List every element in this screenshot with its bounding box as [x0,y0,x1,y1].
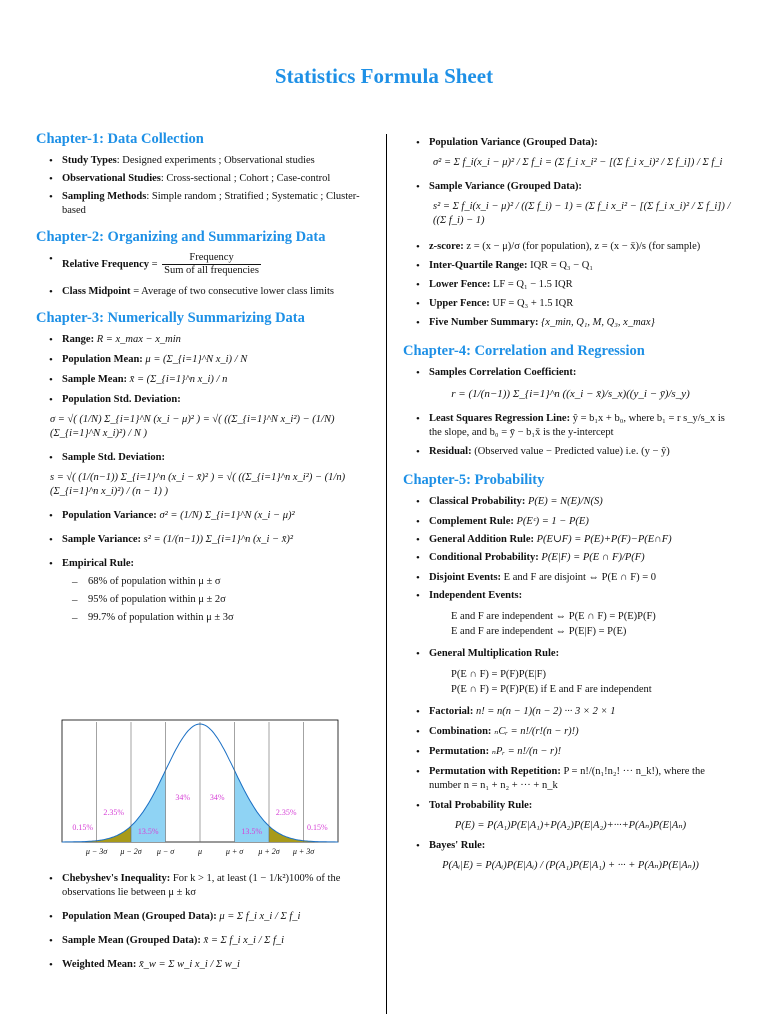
list-item [36,872,376,900]
region-label-6: 2.35% [275,808,297,817]
list-item [36,557,376,571]
formula: P(E∪F) = P(E)+P(F)−P(E∩F) [536,534,672,545]
list-item [36,373,376,387]
item-label: Population Variance (Grouped Data): [429,137,598,148]
item-text: z = (x − μ)/σ (for population), z = (x − x̄)/s (for sample) [466,241,701,252]
item-label: Range: [62,334,95,345]
formula-display: s² = Σ f_i(x_i − μ)² / ((Σ f_i) − 1) = (Σ f_i x_i² − [(Σ f_i x_i)² / Σ f_i]) / ((Σ f_i) − 1) [433,201,731,226]
chart-tick-labels [85,847,315,856]
item-label: General Addition Rule: [429,534,535,545]
list-item [36,910,376,924]
empirical-rule-chart [42,718,342,863]
item-label: Upper Fence: [429,298,490,309]
chapter-3-heading: Chapter-3: Numerically Summarizing Data [36,310,305,326]
chapter-5-list [403,495,738,871]
region-label-0: 0.15% [72,823,94,832]
item-label: Samples Correlation Coefficient: [429,367,577,378]
independent-events-lines [451,609,738,639]
list-item [36,451,376,465]
item-label: Empirical Rule: [62,558,135,569]
list-item [403,278,738,292]
formula: R = x_max − x_min [96,334,181,345]
item-label: Sample Variance (Grouped Data): [429,181,582,192]
list-item [403,705,738,719]
formula: P(E) = N(E)/N(S) [527,496,603,507]
item-label: Lower Fence: [429,279,491,290]
formula-display: r = (1/(n−1)) Σ_{i=1}^n ((x_i − x̄)/s_x)((y_i − ȳ)/s_y) [451,388,690,400]
item-label: Permutation: [429,746,490,757]
list-item [403,745,738,759]
item-text: P = n!/(n₁!n₂! ··· n_k!), where the number n = n₁ + n₂ + ··· + n_k [429,766,705,791]
region-label-3: 34% [175,793,191,802]
tick-label-3: μ [197,847,203,856]
list-item: – 95% of population within μ ± 2σ [62,593,376,607]
list-item [403,259,738,273]
formula-display: P(E) = P(A₁)P(E|A₁)+P(A₂)P(E|A₂)+···+P(Aₙ)P(E|Aₙ) [454,820,687,831]
item-text: For k > 1, at least (1 − 1/k²)100% of the observations lie between μ ± kσ [62,873,341,898]
list-item [403,495,738,509]
list-item [403,533,738,547]
region-label-4: 34% [209,793,225,802]
list-item [403,366,738,380]
multiplication-rule-lines [451,667,738,697]
item-label: Five Number Summary: [429,317,539,328]
item-label: Population Variance: [62,510,157,521]
item-label: Bayes' Rule: [429,840,486,851]
region-label-5: 13.5% [241,827,263,836]
list-item [403,647,738,661]
item-label: Class Midpoint [62,286,131,297]
tick-label-0: μ − 3σ [85,847,108,856]
list-item [403,551,738,565]
item-label: Sample Variance: [62,534,142,545]
list-item [36,958,376,972]
list-item [36,154,376,168]
list-item [36,285,376,299]
item-text: {x_min, Q₁, M, Q₃, x_max} [541,317,655,328]
column-divider [386,134,387,1014]
list-item [403,445,738,459]
formula: s² = (1/(n−1)) Σ_{i=1}^n (x_i − x̄)² [143,534,294,545]
formula-display: σ² = Σ f_i(x_i − μ)² / Σ f_i = (Σ f_i x_i² − [(Σ f_i x_i)² / Σ f_i]) / Σ f_i [433,157,723,168]
formula: n! = n(n − 1)(n − 2) ··· 3 × 2 × 1 [475,706,616,717]
item-text: LF = Q₁ − 1.5 IQR [492,279,573,290]
list-item [403,316,738,330]
region-label-7: 0.15% [306,823,328,832]
grouped-variance-list [403,136,738,330]
formula-line: P(E ∩ F) = P(F)P(E|F) [451,669,546,680]
list-item [403,412,738,440]
list-item [36,190,376,218]
item-label: Population Std. Deviation: [62,394,181,405]
chapter-4-heading: Chapter-4: Correlation and Regression [403,343,645,359]
list-item [403,799,738,813]
chapter-2-list [36,252,376,299]
item-label: Total Probability Rule: [429,800,533,811]
list-item [36,934,376,948]
chapter-1-list [36,154,376,218]
formula: μ = (Σ_{i=1}^N x_i) / N [145,354,248,365]
list-item [403,136,738,150]
list-item: • Relative Frequency = $\frac{\text{Frequency}}{\text{Sum of all frequencies}}$ [36,252,376,277]
item-label: Weighted Mean: [62,959,137,970]
formula-line: E and F are independent ⇔ P(E ∩ F) = P(E)P(F) [451,611,656,622]
formula-line: E and F are independent ⇔ P(E|F) = P(E) [451,626,627,637]
item-label: z-score: [429,241,464,252]
item-label: Observational Studies [62,173,161,184]
list-item [403,240,738,254]
tick-label-5: μ + 2σ [258,847,280,856]
item-label: Chebyshev's Inequality: [62,873,171,884]
formula: ₙPᵣ = n!/(n − r)! [491,746,562,757]
list-item [36,172,376,186]
item-label: Conditional Probability: [429,552,539,563]
list-item [36,509,376,523]
item-text: = Average of two consecutive lower class limits [133,286,334,297]
list-item: – 68% of population within μ ± σ [62,575,376,589]
tick-label-1: μ − 2σ [120,847,142,856]
fraction [162,252,261,277]
item-label: Factorial: [429,706,474,717]
item-label: Independent Events: [429,590,523,601]
formula: P(E|F) = P(E ∩ F)/P(F) [541,552,645,563]
list-item [36,353,376,367]
item-label: Disjoint Events: [429,572,502,583]
item-label: Sample Mean: [62,374,128,385]
item-label: Classical Probability: [429,496,526,507]
chapter-1-heading: Chapter-1: Data Collection [36,131,204,147]
left-column-bottom [36,872,376,972]
formula: x̄ = Σ f_i x_i / Σ f_i [203,935,285,946]
item-label: Inter-Quartile Range: [429,260,528,271]
item-text: : Cross-sectional ; Cohort ; Case-control [160,173,331,184]
item-text: IQR = Q₃ − Q₁ [530,260,594,271]
chapter-5-heading: Chapter-5: Probability [403,472,545,488]
list-item [403,297,738,311]
chapter-3-list [36,333,376,571]
list-item: – 99.7% of population within μ ± 3σ [62,611,376,625]
formula-line: P(E ∩ F) = P(F)P(E) if E and F are independent [451,684,652,695]
list-item [403,725,738,739]
tick-label-4: μ + σ [225,847,244,856]
formula: μ = Σ f_i x_i / Σ f_i [219,911,301,922]
region-label-2: 13.5% [137,827,159,836]
normal-curve-chart [42,718,342,858]
list-item [403,765,738,793]
item-text: ŷ = b₁x + b₀, where b₁ = r s_y/s_x is the slope, and b₀ = ȳ − b₁x̄ is the y-intercept [429,413,725,438]
list-item [403,589,738,603]
chapter-3-list-continued [36,872,376,972]
list-item [403,180,738,194]
list-item [403,515,738,529]
page-title: Statistics Formula Sheet [274,64,494,88]
formula: σ² = (1/N) Σ_{i=1}^N (x_i − μ)² [159,510,295,521]
item-text: UF = Q₃ + 1.5 IQR [492,298,574,309]
item-label: Study Types [62,155,117,166]
chapter-4-list [403,366,738,459]
list-item [36,333,376,347]
region-label-1: 2.35% [103,808,125,817]
right-column [403,136,738,871]
item-label: Relative Frequency [62,258,149,270]
formula-display: σ = √( (1/N) Σ_{i=1}^N (x_i − μ)² ) = √( ((Σ_{i=1}^N x_i²) − (1/N)(Σ_{i=1}^N x_i)²) / N ) [50,414,335,439]
chapter-2-heading: Chapter-2: Organizing and Summarizing Data [36,229,326,245]
list-item [36,393,376,407]
formula-display: P(Aᵢ|E) = P(Aᵢ)P(E|Aᵢ) / (P(A₁)P(E|A₁) + ··· + P(Aₙ)P(E|Aₙ)) [442,860,699,871]
list-item [403,571,738,585]
list-item [403,839,738,853]
tick-label-6: μ + 3σ [292,847,315,856]
tick-label-2: μ − σ [156,847,175,856]
item-label: Population Mean (Grouped Data): [62,911,217,922]
formula: x̄ = (Σ_{i=1}^n x_i) / n [129,374,228,385]
item-text: : Designed experiments ; Observational studies [116,155,315,166]
item-label: Combination: [429,726,492,737]
item-label: Sampling Methods [62,191,147,202]
formula: ₙCᵣ = n!/(r!(n − r)!) [494,726,579,737]
item-label: Least Squares Regression Line: [429,413,571,424]
item-label: Population Mean: [62,354,143,365]
item-text: : Simple random ; Stratified ; Systematic ; Cluster-based [62,191,360,216]
item-text: E and F are disjoint ⇔ P(E ∩ F) = 0 [503,572,656,583]
item-label: Permutation with Repetition: [429,766,561,777]
list-item [36,533,376,547]
item-label: Sample Mean (Grouped Data): [62,935,201,946]
item-label: Residual: [429,446,472,457]
formula: x̄_w = Σ w_i x_i / Σ w_i [139,959,240,970]
item-label: Sample Std. Deviation: [62,452,165,463]
formula-display: s = √( (1/(n−1)) Σ_{i=1}^n (x_i − x̄)² ) = √( ((Σ_{i=1}^n x_i²) − (1/n)(Σ_{i=1}^n x_i)²) / (n − 1) ) [50,472,346,497]
numerator: Frequency [189,252,234,263]
item-label: Complement Rule: [429,516,514,527]
item-text: (Observed value − Predicted value) i.e. (y − ŷ) [474,446,670,457]
left-column [36,130,376,625]
empirical-rule-list [62,575,376,625]
denominator: Sum of all frequencies [164,265,259,276]
item-label: General Multiplication Rule: [429,648,560,659]
formula: P(Eᶜ) = 1 − P(E) [516,516,589,527]
